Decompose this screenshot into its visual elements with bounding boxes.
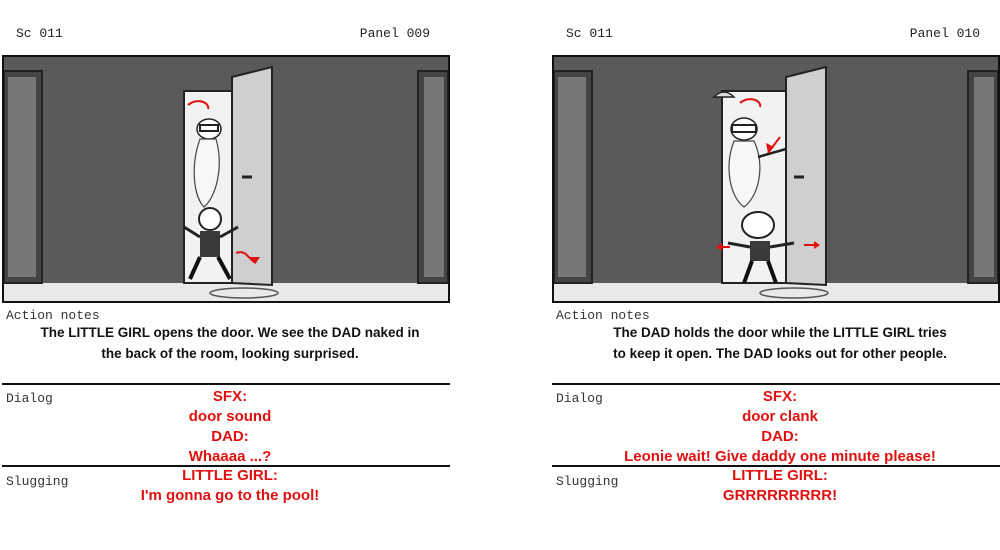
scene-number: Sc 011 bbox=[566, 26, 613, 41]
dialog-text bbox=[570, 387, 990, 467]
storyboard-page-right bbox=[550, 0, 1000, 550]
dialog-line: LITTLE GIRL: bbox=[182, 467, 278, 484]
panel-sketch-door-open bbox=[4, 57, 448, 301]
action-notes-text bbox=[20, 322, 440, 364]
slugging-text bbox=[610, 466, 950, 506]
divider-line bbox=[2, 383, 450, 385]
dialog-line: Whaaaa ...? bbox=[188, 448, 272, 465]
panel-drawing-frame bbox=[2, 55, 450, 303]
dialog-label: Dialog bbox=[6, 391, 53, 406]
dialog-line: door sound bbox=[188, 408, 272, 425]
dialog-line: I'm gonna go to the pool! bbox=[140, 487, 320, 504]
action-line: the back of the room, looking surprised. bbox=[101, 346, 359, 361]
action-line: The DAD holds the door while the LITTLE GIRL tries bbox=[613, 325, 947, 340]
scene-number: Sc 011 bbox=[16, 26, 63, 41]
storyboard-page-left bbox=[0, 0, 450, 550]
panel-sketch-door-held bbox=[554, 57, 998, 301]
dialog-label: Dialog bbox=[556, 391, 603, 406]
divider-line bbox=[552, 383, 1000, 385]
dialog-line: SFX: bbox=[762, 388, 798, 405]
dialog-line: DAD: bbox=[761, 428, 799, 445]
panel-drawing-frame bbox=[552, 55, 1000, 303]
panel-number: Panel 009 bbox=[359, 26, 430, 41]
dialog-line: LITTLE GIRL: bbox=[732, 467, 828, 484]
dialog-line: DAD: bbox=[211, 428, 249, 445]
dialog-line: SFX: bbox=[212, 388, 248, 405]
action-notes-label: Action notes bbox=[556, 308, 650, 323]
action-line: The LITTLE GIRL opens the door. We see the DAD naked in bbox=[40, 325, 420, 340]
action-line: to keep it open. The DAD looks out for other people. bbox=[613, 346, 947, 361]
slugging-text bbox=[60, 466, 400, 506]
slugging-label: Slugging bbox=[6, 474, 69, 489]
action-notes-label: Action notes bbox=[6, 308, 100, 323]
slugging-label: Slugging bbox=[556, 474, 619, 489]
dialog-line: door clank bbox=[742, 408, 818, 425]
dialog-line: Leonie wait! Give daddy one minute please! bbox=[624, 448, 936, 465]
action-notes-text bbox=[570, 322, 990, 364]
panel-number: Panel 010 bbox=[909, 26, 980, 41]
dialog-line: GRRRRRRRRR! bbox=[722, 487, 838, 504]
dialog-text bbox=[60, 387, 400, 467]
